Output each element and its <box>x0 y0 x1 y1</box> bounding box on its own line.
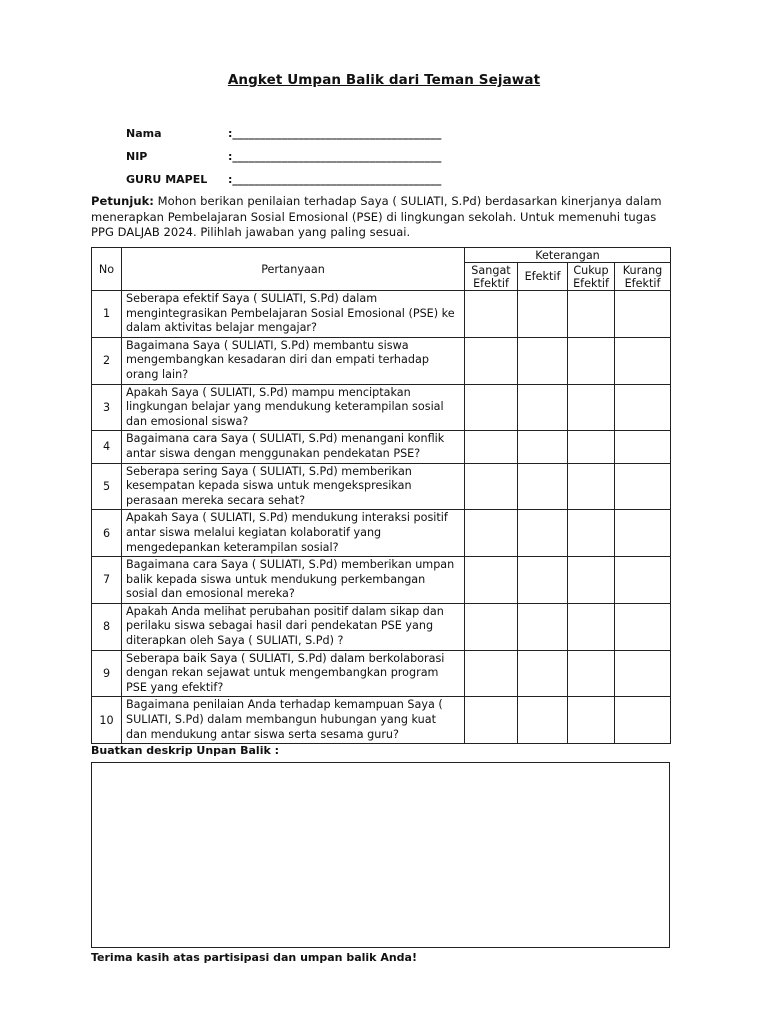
question-text: Bagaimana cara Saya ( SULIATI, S.Pd) menangani konflik antar siswa dengan menggunakan pendekatan PSE? <box>122 431 465 463</box>
question-text: Bagaimana cara Saya ( SULIATI, S.Pd) memberikan umpan balik kepada siswa untuk mendukung perkembangan sosial dan emosional mereka? <box>122 557 465 604</box>
rating-cell-cukup-efektif[interactable] <box>568 603 615 650</box>
rating-cell-kurang-efektif[interactable] <box>615 603 671 650</box>
row-number: 6 <box>92 510 122 557</box>
rating-cell-efektif[interactable] <box>518 463 568 510</box>
rating-cell-efektif[interactable] <box>518 431 568 463</box>
table-row <box>92 650 671 697</box>
rating-cell-cukup-efektif[interactable] <box>568 431 615 463</box>
header-question: Pertanyaan <box>122 248 465 291</box>
row-number: 7 <box>92 557 122 604</box>
row-number: 4 <box>92 431 122 463</box>
table-row <box>92 431 671 463</box>
rating-cell-cukup-efektif[interactable] <box>568 291 615 338</box>
description-label: Buatkan deskrip Unpan Balik : <box>91 744 280 757</box>
table-row <box>92 697 671 744</box>
instructions <box>91 194 671 241</box>
table-row <box>92 337 671 384</box>
table-row <box>92 603 671 650</box>
rating-cell-efektif[interactable] <box>518 510 568 557</box>
row-number: 8 <box>92 603 122 650</box>
name-label: Nama <box>126 127 162 140</box>
question-text: Apakah Saya ( SULIATI, S.Pd) mampu menciptakan lingkungan belajar yang mendukung keterampilan sosial dan emosional siswa? <box>122 384 465 431</box>
header-keterangan: Keterangan <box>465 248 671 263</box>
thanks-note: Terima kasih atas partisipasi dan umpan balik Anda! <box>91 951 417 964</box>
survey-table <box>91 247 671 744</box>
rating-cell-kurang-efektif[interactable] <box>615 384 671 431</box>
nip-label: NIP <box>126 150 148 163</box>
rating-cell-efektif[interactable] <box>518 384 568 431</box>
rating-cell-efektif[interactable] <box>518 337 568 384</box>
row-number: 1 <box>92 291 122 338</box>
question-text: Apakah Saya ( SULIATI, S.Pd) mendukung interaksi positif antar siswa melalui kegiatan kolaboratif yang mengedepankan keterampilan sosial? <box>122 510 465 557</box>
header-kurang-efektif: Kurang Efektif <box>615 263 671 291</box>
header-sangat-efektif: Sangat Efektif <box>465 263 518 291</box>
question-text: Seberapa sering Saya ( SULIATI, S.Pd) memberikan kesempatan kepada siswa untuk mengekspresikan perasaan mereka secara sehat? <box>122 463 465 510</box>
rating-cell-efektif[interactable] <box>518 697 568 744</box>
rating-cell-efektif[interactable] <box>518 291 568 338</box>
form-title: Angket Umpan Balik dari Teman Sejawat <box>227 72 541 88</box>
name-field[interactable]: :______________________________________ <box>228 127 442 140</box>
guru-mapel-label: GURU MAPEL <box>126 173 208 186</box>
rating-cell-cukup-efektif[interactable] <box>568 557 615 604</box>
rating-cell-kurang-efektif[interactable] <box>615 291 671 338</box>
table-row <box>92 291 671 338</box>
question-text: Seberapa efektif Saya ( SULIATI, S.Pd) dalam mengintegrasikan Pembelajaran Sosial Emosional (PSE) ke dalam aktivitas belajar mengajar? <box>122 291 465 338</box>
rating-cell-cukup-efektif[interactable] <box>568 384 615 431</box>
header-cukup-efektif: Cukup Efektif <box>568 263 615 291</box>
rating-cell-sangat-efektif[interactable] <box>465 384 518 431</box>
instructions-label: Petunjuk: <box>91 194 154 208</box>
row-number: 2 <box>92 337 122 384</box>
row-number: 3 <box>92 384 122 431</box>
instructions-text: Mohon berikan penilaian terhadap Saya ( SULIATI, S.Pd) berdasarkan kinerjanya dalam menerapkan Pembelajaran Sosial Emosional (PSE) di lingkungan sekolah. Untuk memenuhi tugas PPG DALJAB 2024. Pilihlah jawaban yang paling sesuai. <box>91 194 662 239</box>
rating-cell-cukup-efektif[interactable] <box>568 337 615 384</box>
rating-cell-sangat-efektif[interactable] <box>465 650 518 697</box>
rating-cell-sangat-efektif[interactable] <box>465 463 518 510</box>
rating-cell-cukup-efektif[interactable] <box>568 510 615 557</box>
rating-cell-cukup-efektif[interactable] <box>568 697 615 744</box>
rating-cell-sangat-efektif[interactable] <box>465 557 518 604</box>
rating-cell-kurang-efektif[interactable] <box>615 510 671 557</box>
rating-cell-kurang-efektif[interactable] <box>615 463 671 510</box>
row-number: 10 <box>92 697 122 744</box>
question-text: Seberapa baik Saya ( SULIATI, S.Pd) dalam berkolaborasi dengan rekan sejawat untuk mengembangkan program PSE yang efektif? <box>122 650 465 697</box>
rating-cell-efektif[interactable] <box>518 650 568 697</box>
rating-cell-sangat-efektif[interactable] <box>465 431 518 463</box>
rating-cell-kurang-efektif[interactable] <box>615 557 671 604</box>
rating-cell-sangat-efektif[interactable] <box>465 337 518 384</box>
table-row <box>92 510 671 557</box>
question-text: Bagaimana penilaian Anda terhadap kemampuan Saya ( SULIATI, S.Pd) dalam membangun hubungan yang kuat dan mendukung antar siswa serta sesama guru? <box>122 697 465 744</box>
rating-cell-cukup-efektif[interactable] <box>568 463 615 510</box>
description-box[interactable] <box>91 762 670 948</box>
rating-cell-sangat-efektif[interactable] <box>465 510 518 557</box>
table-row <box>92 384 671 431</box>
table-row <box>92 557 671 604</box>
row-number: 5 <box>92 463 122 510</box>
rating-cell-kurang-efektif[interactable] <box>615 650 671 697</box>
rating-cell-efektif[interactable] <box>518 557 568 604</box>
rating-cell-kurang-efektif[interactable] <box>615 697 671 744</box>
rating-cell-cukup-efektif[interactable] <box>568 650 615 697</box>
rating-cell-sangat-efektif[interactable] <box>465 291 518 338</box>
question-text: Bagaimana Saya ( SULIATI, S.Pd) membantu siswa mengembangkan kesadaran diri dan empati terhadap orang lain? <box>122 337 465 384</box>
rating-cell-kurang-efektif[interactable] <box>615 337 671 384</box>
question-text: Apakah Anda melihat perubahan positif dalam sikap dan perilaku siswa sebagai hasil dari pendekatan PSE yang diterapkan oleh Saya ( SULIATI, S.Pd) ? <box>122 603 465 650</box>
nip-field[interactable]: :______________________________________ <box>228 150 442 163</box>
guru-mapel-field[interactable]: :______________________________________ <box>228 173 442 186</box>
rating-cell-efektif[interactable] <box>518 603 568 650</box>
row-number: 9 <box>92 650 122 697</box>
rating-cell-sangat-efektif[interactable] <box>465 603 518 650</box>
header-no: No <box>92 248 122 291</box>
header-efektif: Efektif <box>518 263 568 291</box>
rating-cell-kurang-efektif[interactable] <box>615 431 671 463</box>
table-row <box>92 463 671 510</box>
rating-cell-sangat-efektif[interactable] <box>465 697 518 744</box>
